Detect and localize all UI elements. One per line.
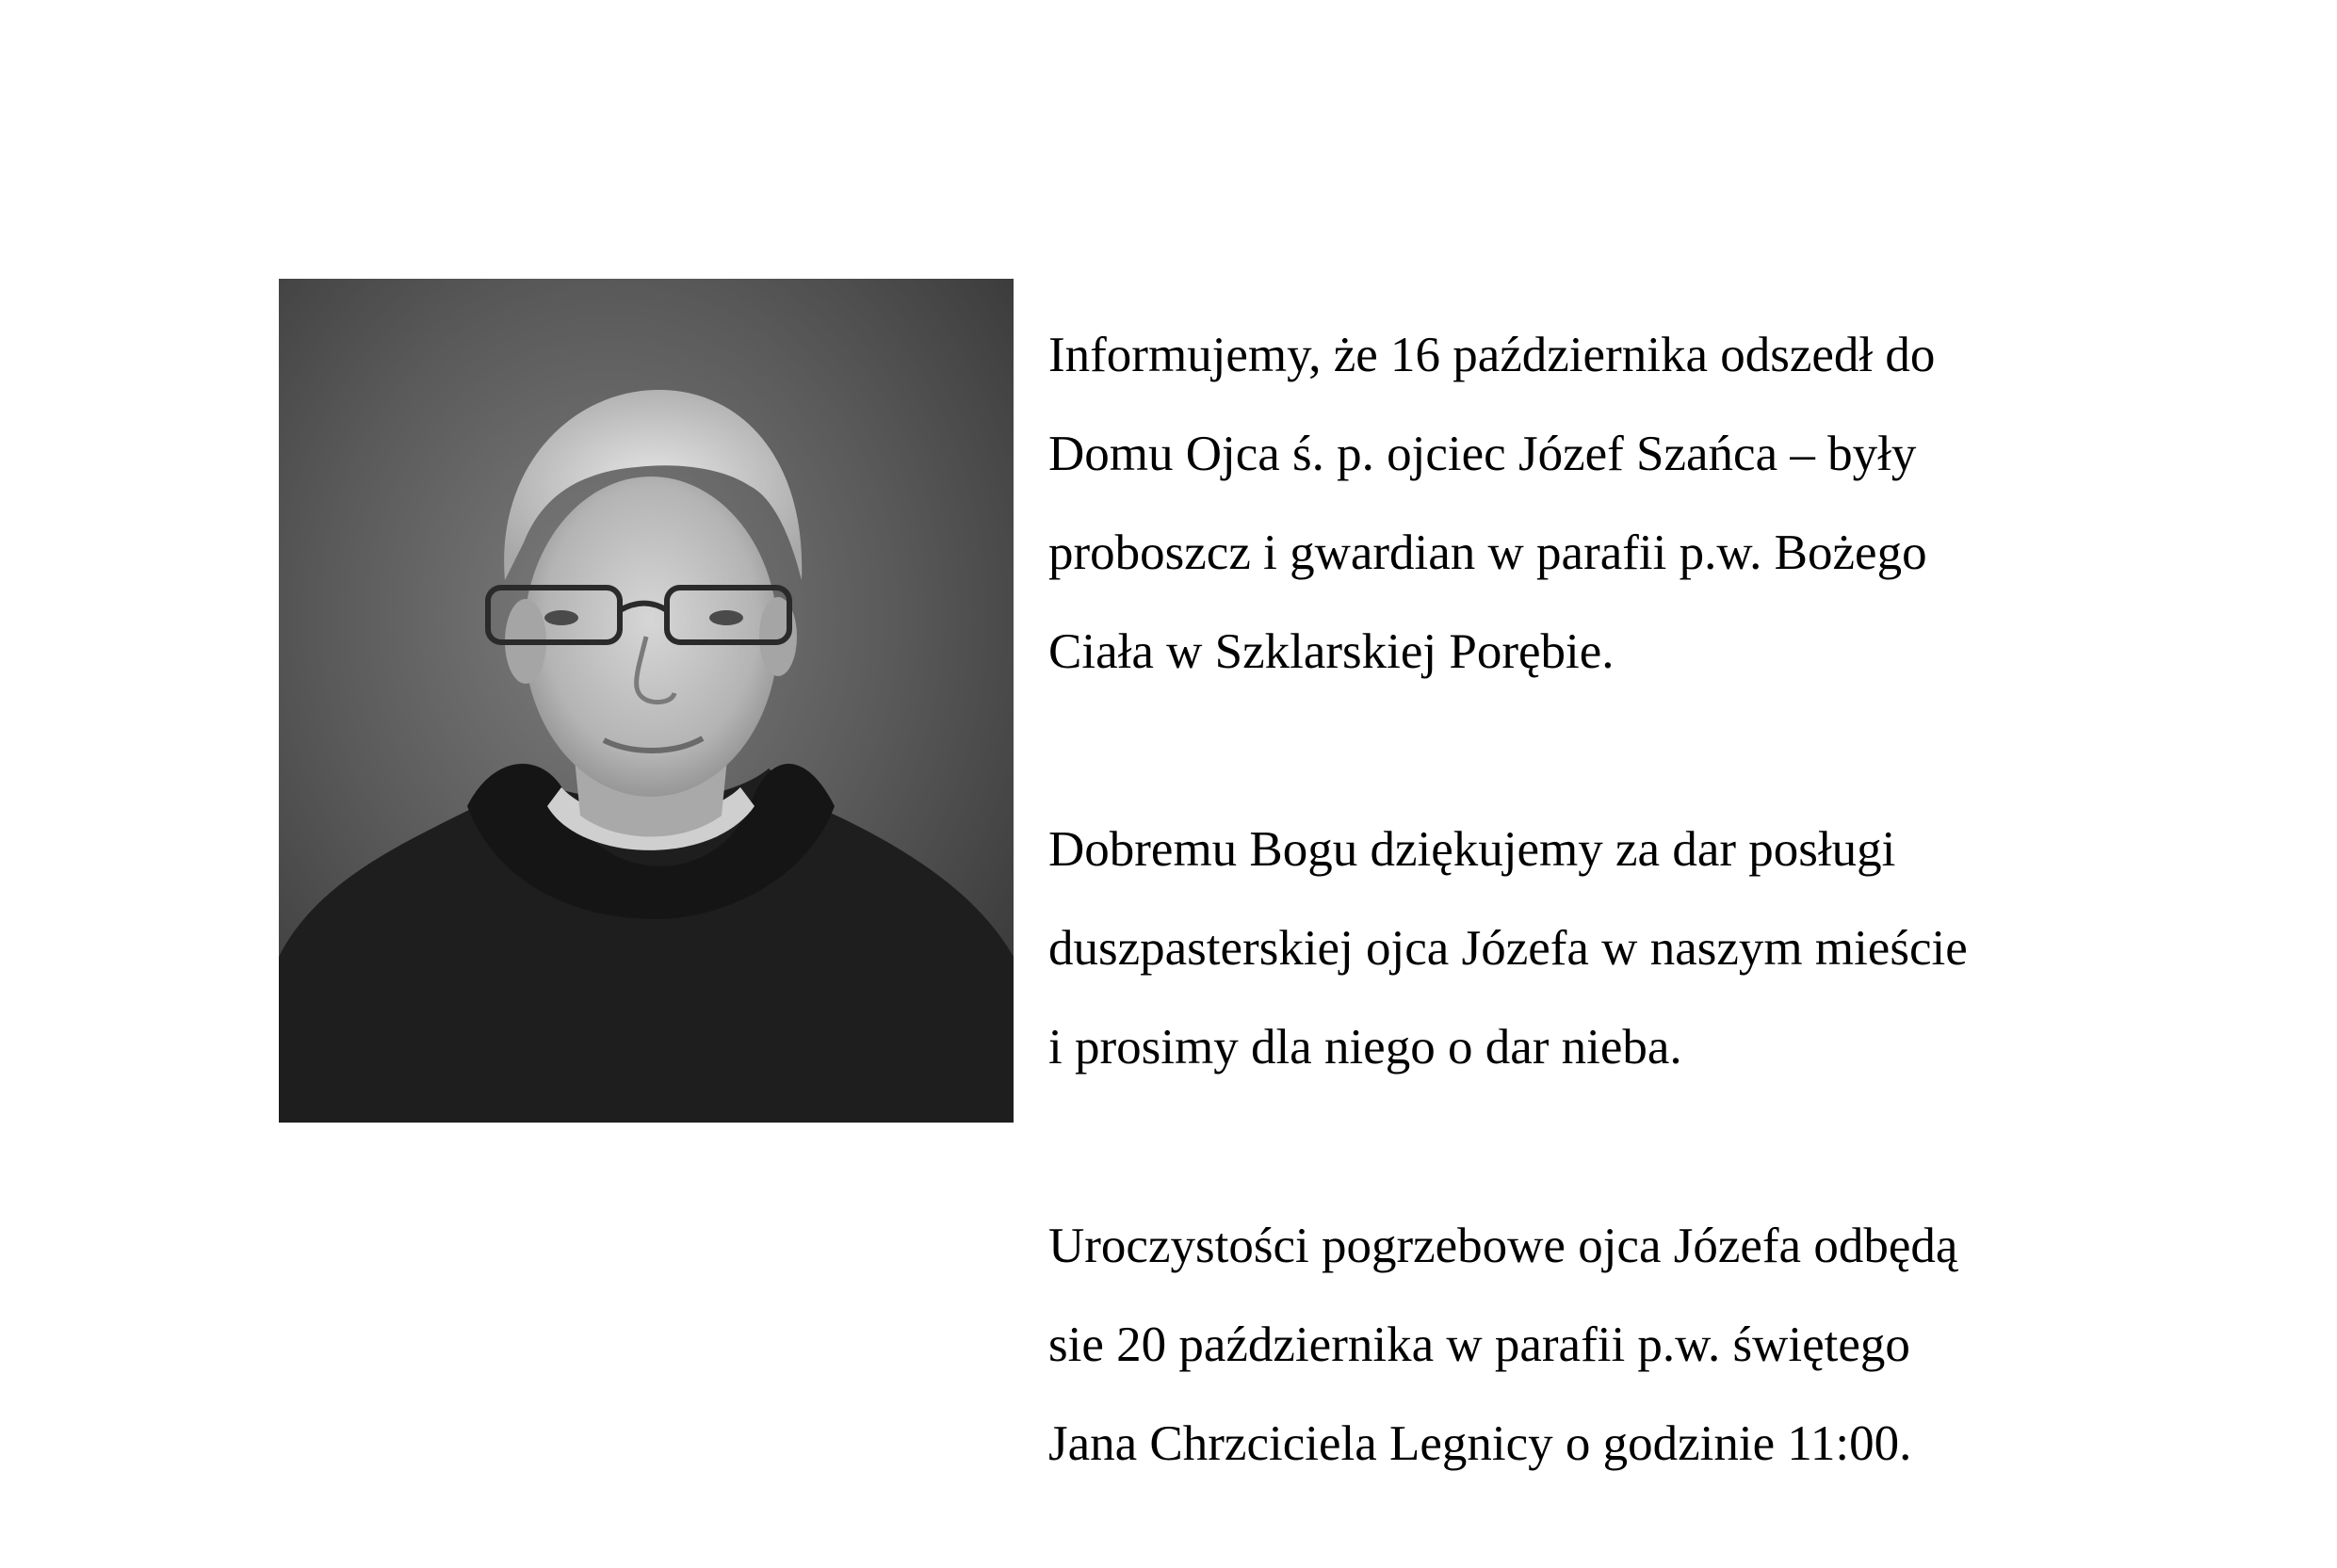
paragraph-funeral xyxy=(1048,1172,2132,1518)
text-line: Uroczystości pogrzebowe ojca Józefa odbędą xyxy=(1048,1218,1958,1273)
portrait-illustration xyxy=(279,279,1014,1123)
text-line: Dobremu Bogu dziękujemy za dar posługi xyxy=(1048,822,1896,877)
text-line: sie 20 października w parafii p.w. świętego xyxy=(1048,1317,1910,1372)
text-line: Jana Chrzciciela Legnicy o godzinie 11:00. xyxy=(1048,1415,1912,1471)
notice-text xyxy=(1048,281,2132,1568)
paragraph-announcement xyxy=(1048,281,2132,726)
text-line: Domu Ojca ś. p. ojciec Józef Szańca – były xyxy=(1048,426,1917,481)
paragraph-thanks xyxy=(1048,776,2132,1123)
text-line: Ciała w Szklarskiej Porębie. xyxy=(1048,623,1615,679)
text-line: i prosimy dla niego o dar nieba. xyxy=(1048,1020,1682,1075)
text-line: proboszcz i gwardian w parafii p.w. Bożego xyxy=(1048,525,1927,580)
text-line: Informujemy, że 16 października odszedł do xyxy=(1048,327,1936,382)
portrait-photo xyxy=(279,279,1014,1123)
text-line: duszpasterskiej ojca Józefa w naszym mieście xyxy=(1048,921,1968,976)
